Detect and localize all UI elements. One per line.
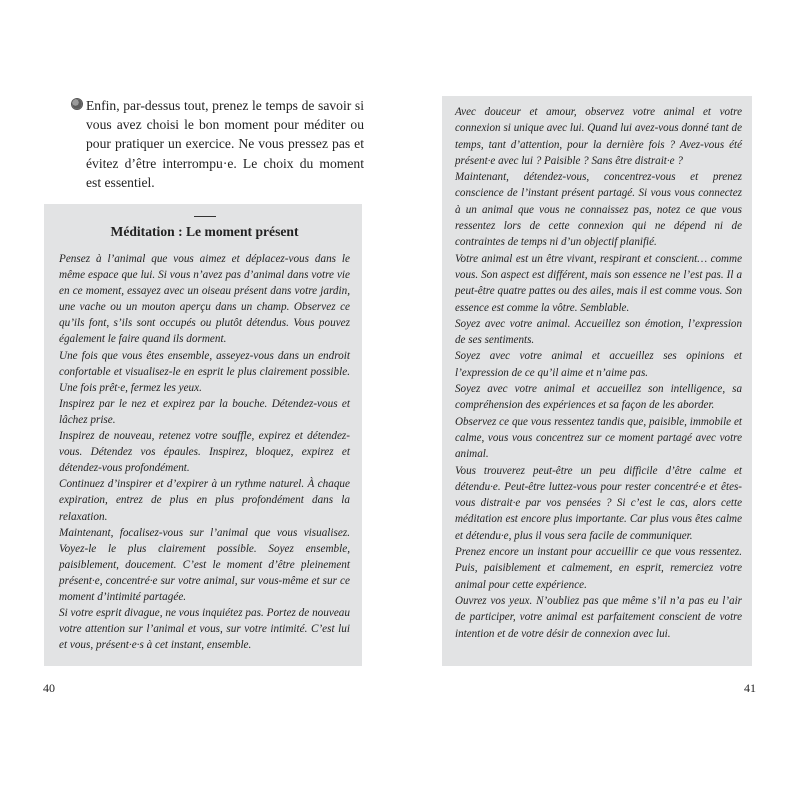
bullet-text: Enfin, par-dessus tout, prenez le temps de savoir si vous avez choisi le bon moment pour méditer ou pour pratiquer un exercice. Ne vous pressez pas et évitez d’être interrompu·e. Le choix du moment est essentiel.: [86, 98, 364, 190]
meditation-paragraph: Inspirez par le nez et expirez par la bouche. Détendez-vous et lâchez prise.: [59, 397, 350, 426]
meditation-text: [455, 104, 742, 642]
meditation-box-continued: [442, 96, 752, 666]
meditation-paragraph: Pensez à l’animal que vous aimez et déplacez-vous dans le même espace que lui. Si vous n’avez pas d’animal dans votre vie en ce moment, essayez avec un oiseau présent dans votre jardin, une vache ou un mouton aperçu dans un champ. Observez ce qu’ils font, s’ils sont occupés ou plutôt détendus. Vous pouvez également le faire quand ils dorment.: [59, 253, 350, 346]
meditation-title: Méditation : Le moment présent: [110, 224, 299, 239]
meditation-paragraph: Vous trouverez peut-être un peu difficile d’être calme et détendu·e. Peut-être luttez-vous pour rester concentré·e et êtes-vous distrait·e par vos pensées ? Si c’est le cas, alors cette méditation est encore plus importante. Car plus vous êtes calme et détendu·e, plus il vous sera facile de communiquer.: [455, 464, 742, 542]
title-rule: [194, 216, 216, 217]
meditation-text: [59, 251, 350, 653]
meditation-box: [44, 204, 362, 666]
meditation-paragraph: Prenez encore un instant pour accueillir ce que vous ressentez. Puis, paisiblement et calmement, en esprit, remerciez votre animal pour cette expérience.: [455, 546, 742, 591]
meditation-paragraph: Une fois que vous êtes ensemble, asseyez-vous dans un endroit confortable et visualisez-le en esprit le plus clairement possible. Une fois prêt·e, fermez les yeux.: [59, 349, 350, 394]
meditation-paragraph: Votre animal est un être vivant, respirant et conscient… comme vous. Son aspect est différent, mais son essence ne l’est pas. Il a peut-être quatre pattes ou des ailes, mais il est comme vous. Son essence est comme la vôtre. Semblable.: [455, 252, 742, 314]
bullet-icon: [72, 99, 82, 109]
meditation-paragraph: Maintenant, détendez-vous, concentrez-vous et prenez conscience de l’instant présent partagé. Si vous vous connectez à un animal que vous ne connaissez pas, notez ce que vous ressentez lors de cette connexion qui ne dépend ni de contraintes de temps ni d’un objectif planifié.: [455, 171, 742, 249]
meditation-paragraph: Maintenant, focalisez-vous sur l’animal que vous visualisez. Voyez-le le plus clairement possible. Soyez ensemble, paisiblement, doucement. C’est le moment d’être pleinement présent·e, concentré·e sur votre animal, sur vous-même et sur ce moment d’intimité partagée.: [59, 526, 350, 603]
bullet-paragraph: [72, 96, 364, 192]
meditation-paragraph: Soyez avec votre animal. Accueillez son émotion, l’expression de ses sentiments.: [455, 317, 742, 347]
meditation-paragraph: Inspirez de nouveau, retenez votre souffle, expirez et détendez-vous. Détendez vos épaules. Inspirez, bloquez, expirez et détendez-vous profondément.: [59, 430, 350, 475]
meditation-paragraph: Continuez d’inspirer et d’expirer à un rythme naturel. À chaque expiration, entrez de plus en plus profondément dans la relaxation.: [59, 478, 350, 523]
page-number-left: 40: [43, 681, 55, 695]
meditation-paragraph: Si votre esprit divague, ne vous inquiétez pas. Portez de nouveau votre attention sur l’animal et vous, sur votre intimité. C’est lui et vous, présent·e·s à cet instant, ensemble.: [59, 607, 350, 652]
meditation-paragraph: Observez ce que vous ressentez tandis que, paisible, immobile et calme, vous vous concentrez sur ce moment partagé avec votre animal.: [455, 415, 742, 461]
meditation-paragraph: Soyez avec votre animal et accueillez son intelligence, sa compréhension des expériences et sa façon de les aborder.: [455, 383, 742, 412]
meditation-paragraph: Avec douceur et amour, observez votre animal et votre connexion si unique avec lui. Quand lui avez-vous donné tant de temps, tant d’attention, pour la dernière fois ? Avez-vous été présent·e avec lui ? Paisible ? Sans être distrait·e ?: [455, 106, 742, 167]
meditation-paragraph: Ouvrez vos yeux. N’oubliez pas que même s’il n’a pas eu l’air de participer, votre animal est parfaitement conscient de votre intention et de votre désir de connexion avec lui.: [455, 594, 742, 640]
meditation-paragraph: Soyez avec votre animal et accueillez ses opinions et l’expression de ce qu’il aime et n’aime pas.: [455, 350, 742, 379]
page-number-right: 41: [744, 681, 756, 695]
